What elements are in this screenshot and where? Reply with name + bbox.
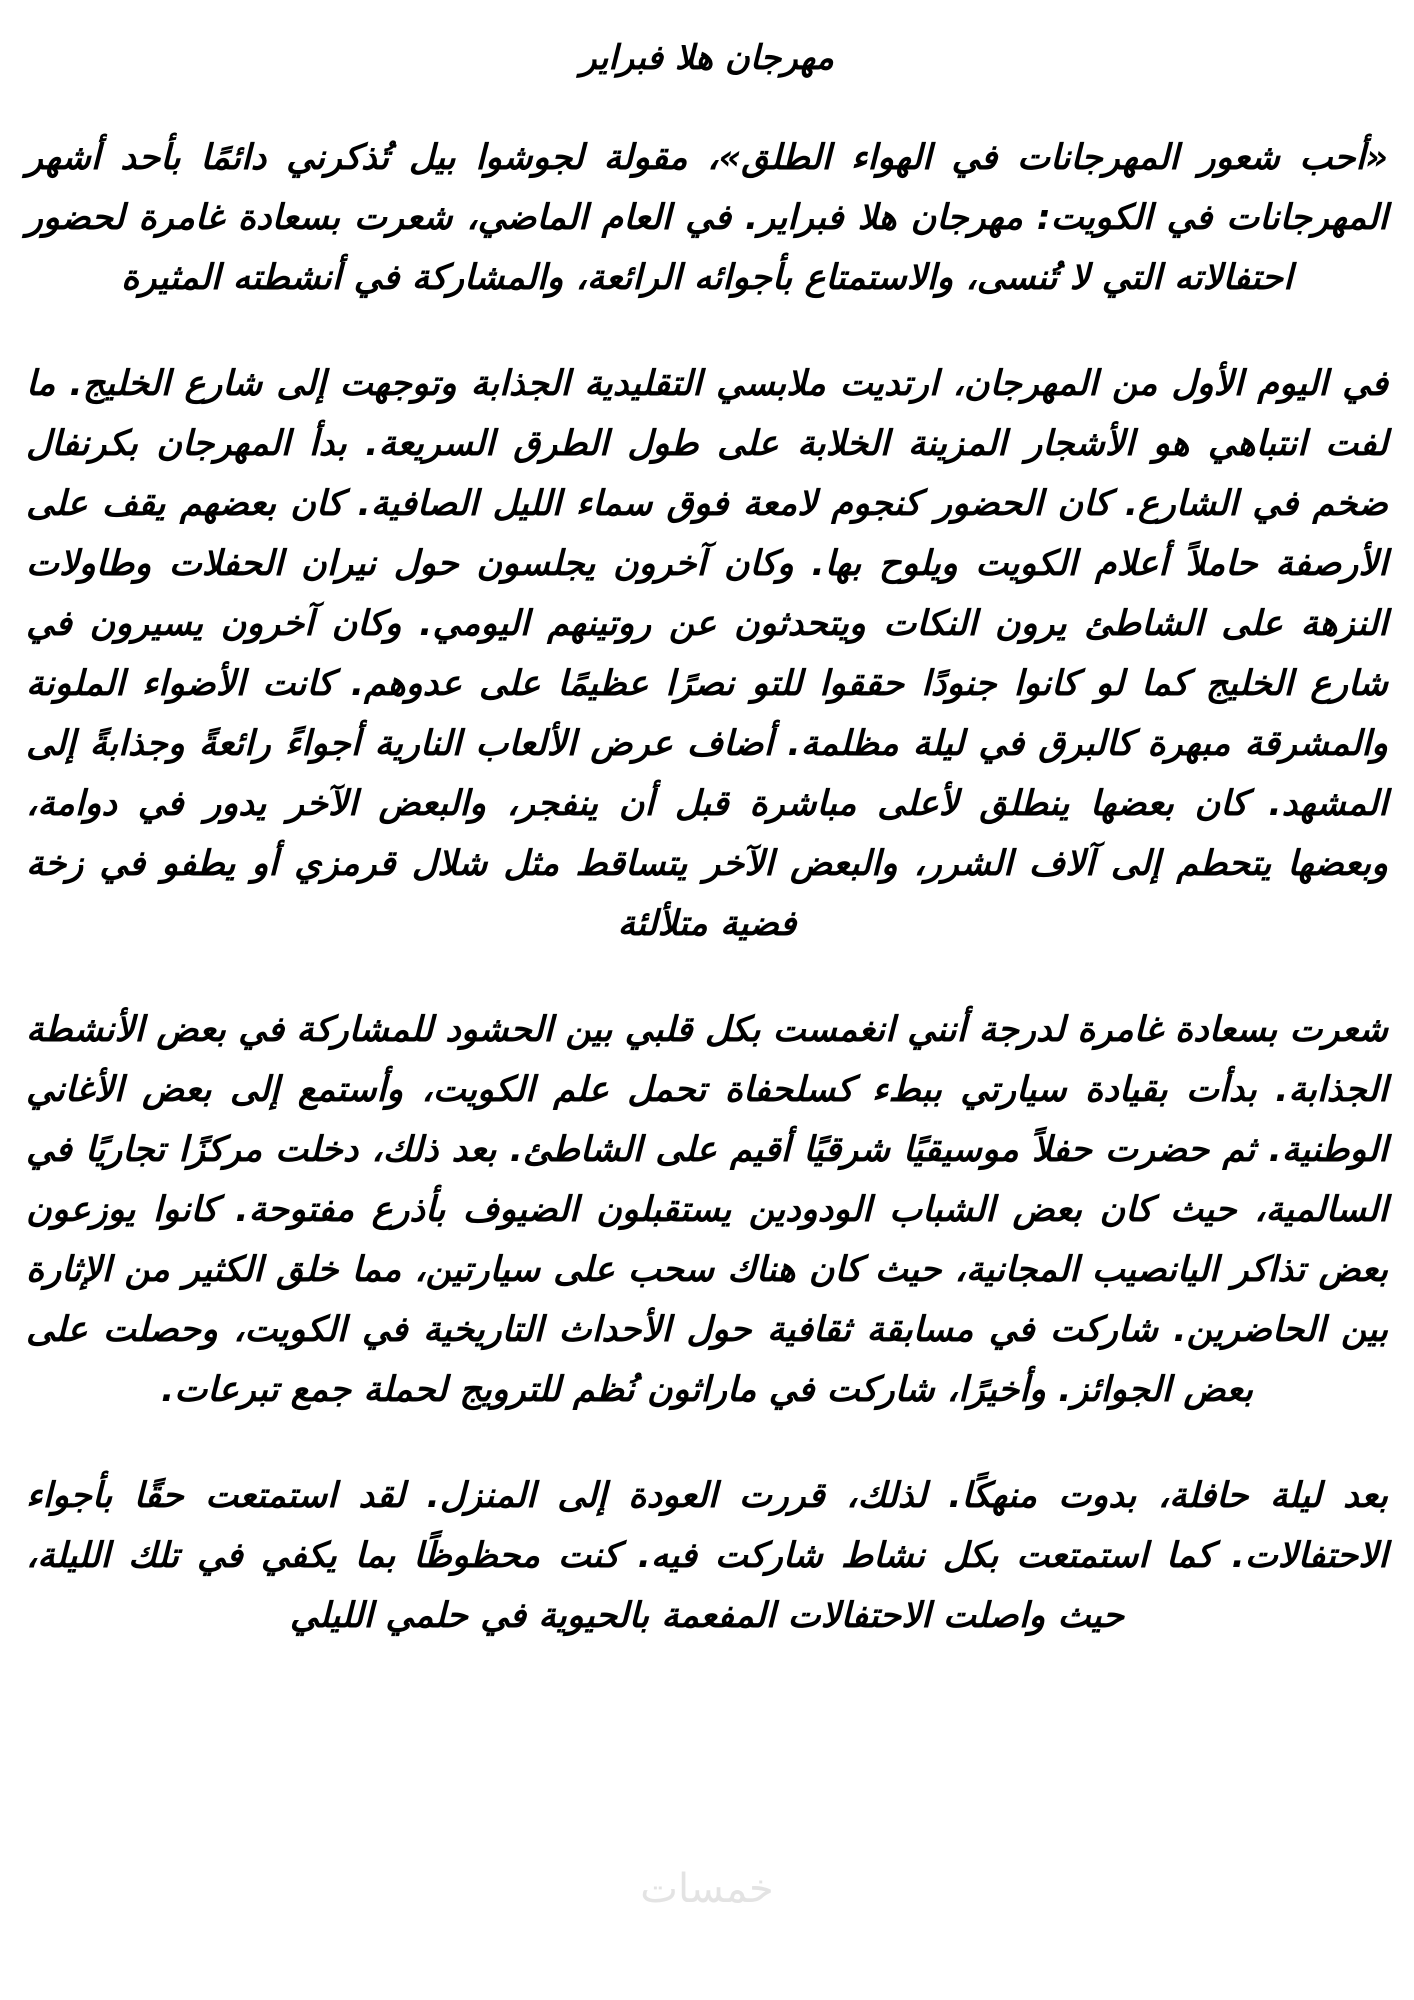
paragraph-first-day: في اليوم الأول من المهرجان، ارتديت ملابسي التقليدية الجذابة وتوجهت إلى شارع الخليج. ما لفت انتباهي هو الأشجار المزينة الخلابة على طول الطرق السريعة. بدأ المهرجان بكرنفال ضخم في الشارع. كان الحضور كنجوم لامعة فوق سماء الليل الصافية. كان بعضهم يقف على الأرصفة حاملاً أعلام الكويت ويلوح بها. وكان آخرون يجلسون حول نيران الحفلات وطاولات النزهة على الشاطئ يرون النكات ويتحدثون عن روتينهم اليومي. وكان آخرون يسيرون في شارع الخليج كما لو كانوا جنودًا حققوا للتو نصرًا عظيمًا على عدوهم. كانت الأضواء الملونة والمشرقة مبهرة كالبرق في ليلة مظلمة. أضاف عرض الألعاب النارية أجواءً رائعةً وجذابةً إلى المشهد. كان بعضها ينطلق لأعلى مباشرة قبل أن ينفجر، والبعض الآخر يدور في دوامة، وبعضها يتحطم إلى آلاف الشرر، والبعض الآخر يتساقط مثل شلال قرمزي أو يطفو في زخة فضية متلألئة	[26, 364, 1388, 944]
paragraph-activities: شعرت بسعادة غامرة لدرجة أنني انغمست بكل قلبي بين الحشود للمشاركة في بعض الأنشطة الجذابة. بدأت بقيادة سيارتي ببطء كسلحفاة تحمل علم الكويت، وأستمع إلى بعض الأغاني الوطنية. ثم حضرت حفلاً موسيقيًا شرقيًا أقيم على الشاطئ. بعد ذلك، دخلت مركزًا تجاريًا في السالمية، حيث كان بعض الشباب الودودين يستقبلون الضيوف بأذرع مفتوحة. كانوا يوزعون بعض تذاكر اليانصيب المجانية، حيث كان هناك سحب على سيارتين، مما خلق الكثير من الإثارة بين الحاضرين. شاركت في مسابقة ثقافية حول الأحداث التاريخية في الكويت، وحصلت على بعض الجوائز. وأخيرًا، شاركت في ماراثون نُظم للترويج لحملة جمع تبرعات.	[26, 1010, 1388, 1410]
paragraph-intro: «أحب شعور المهرجانات في الهواء الطلق»، مقولة لجوشوا بيل تُذكرني دائمًا بأحد أشهر المهرجانات في الكويت: مهرجان هلا فبراير. في العام الماضي، شعرت بسعادة غامرة لحضور احتفالاته التي لا تُنسى، والاستمتاع بأجوائه الرائعة، والمشاركة في أنشطته المثيرة	[26, 138, 1388, 298]
document-title: مهرجان هلا فبراير	[580, 38, 834, 78]
paragraph-conclusion: بعد ليلة حافلة، بدوت منهكًا. لذلك، قررت العودة إلى المنزل. لقد استمتعت حقًا بأجواء الاحتفالات. كما استمتعت بكل نشاط شاركت فيه. كنت محظوظًا بما يكفي في تلك الليلة، حيث واصلت الاحتفالات المفعمة بالحيوية في حلمي الليلي	[26, 1476, 1388, 1636]
watermark-logo: خمسات	[640, 1866, 774, 1912]
